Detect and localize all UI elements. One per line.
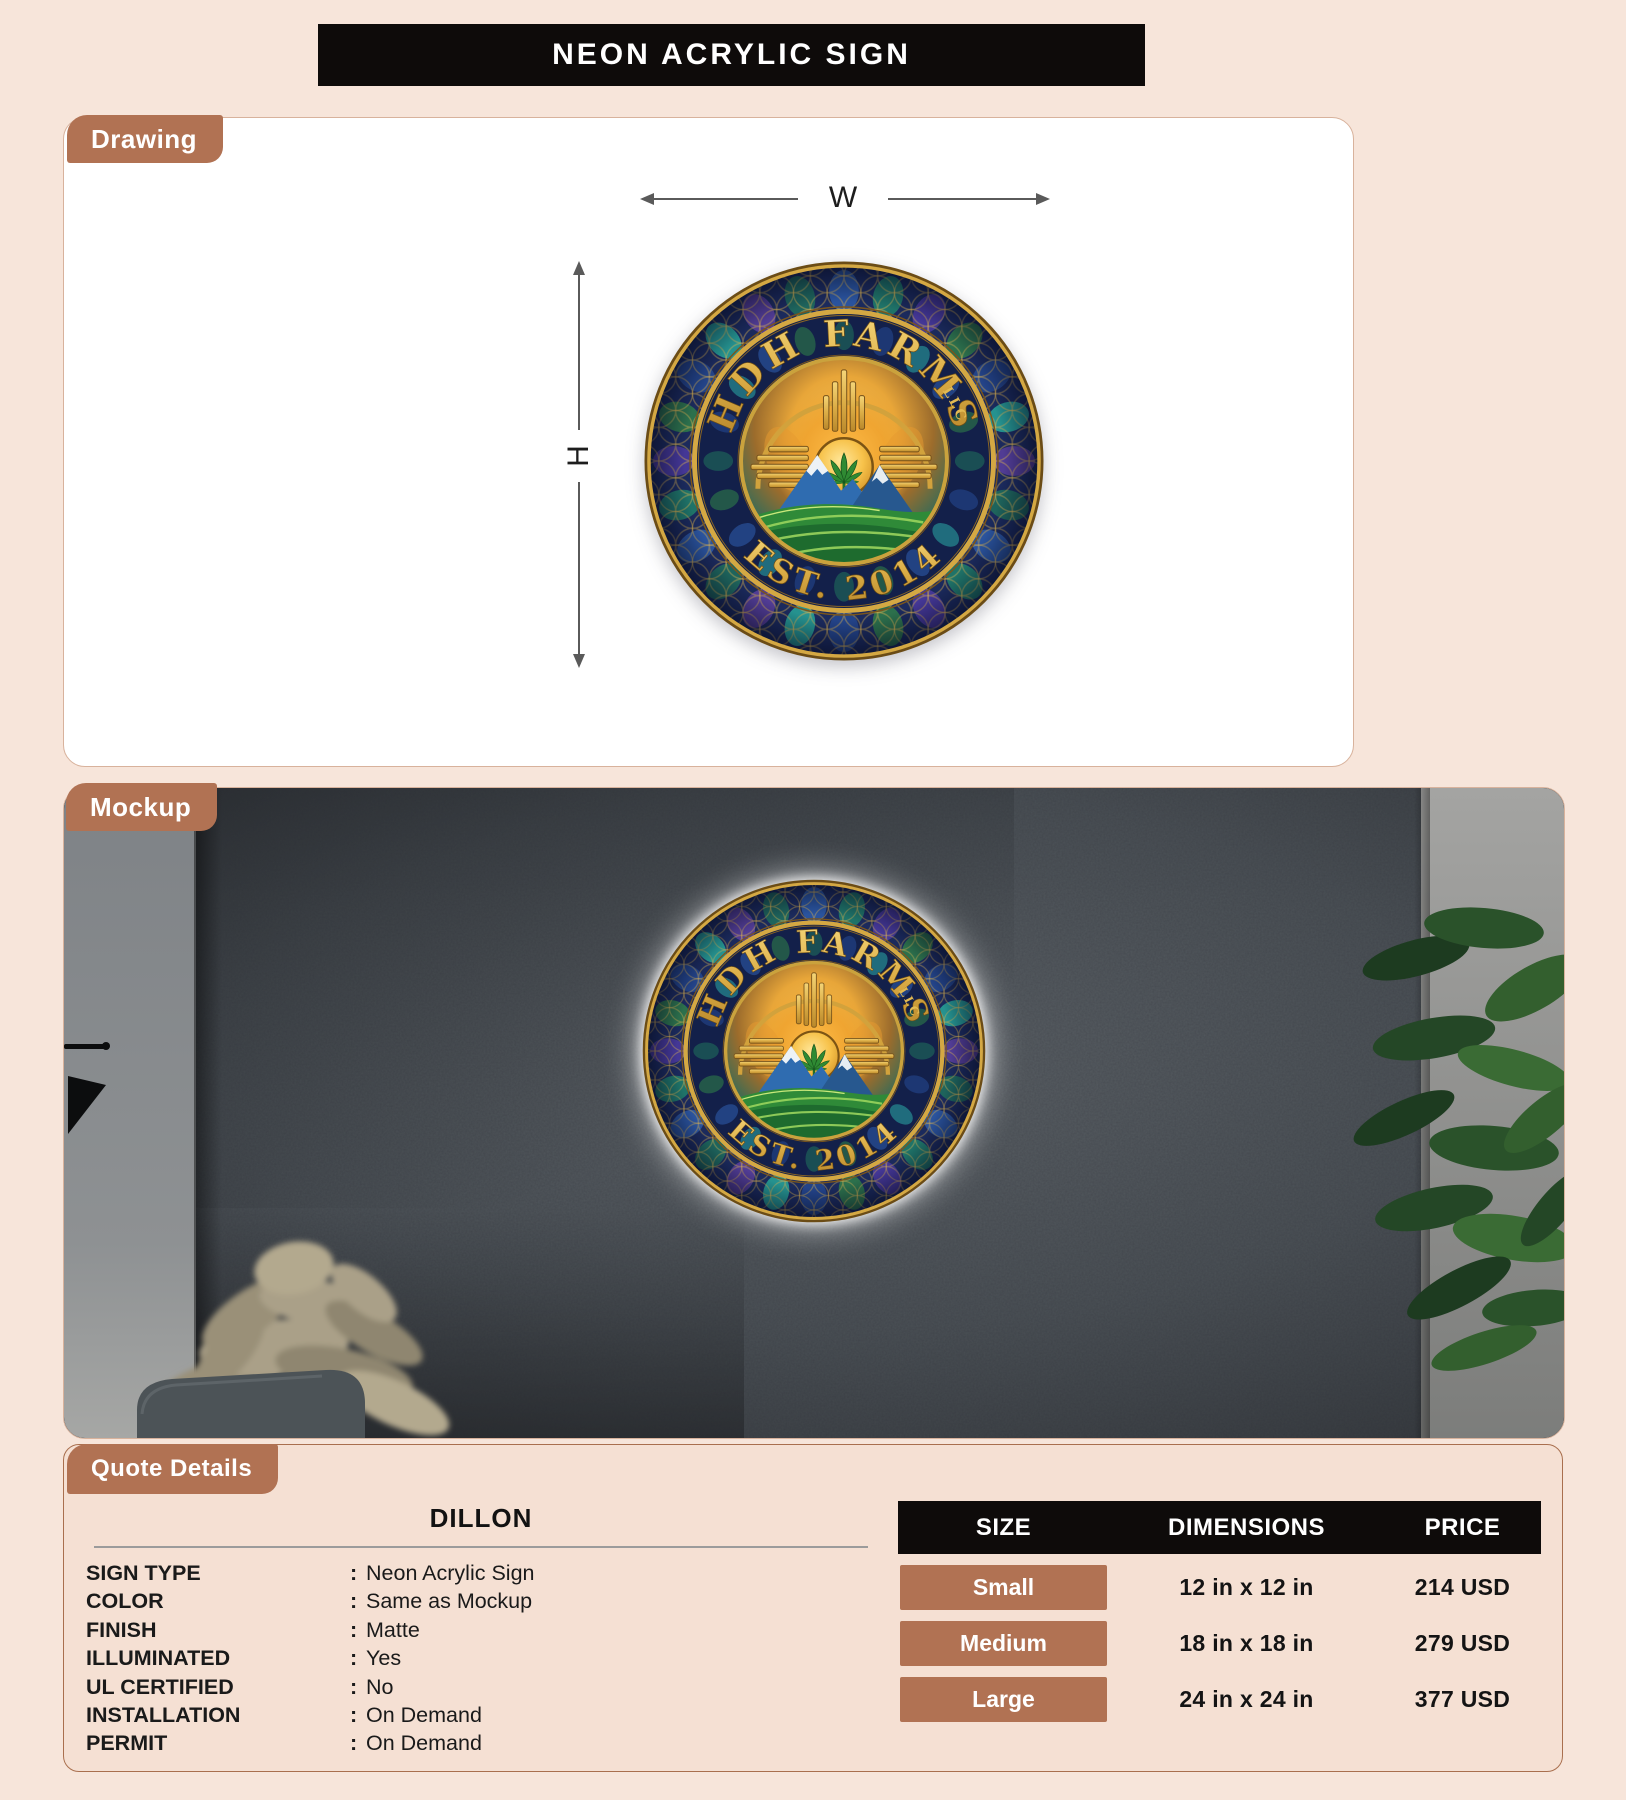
detail-separator: : xyxy=(350,1561,358,1585)
size-button-large[interactable]: Large xyxy=(900,1677,1107,1722)
detail-label: SIGN TYPE xyxy=(86,1561,201,1585)
detail-value: On Demand xyxy=(366,1731,482,1756)
tab-mockup: Mockup xyxy=(66,783,217,831)
detail-row xyxy=(86,1673,866,1701)
detail-row xyxy=(86,1587,866,1615)
width-label: W xyxy=(828,181,858,214)
detail-label: INSTALLATION xyxy=(86,1703,241,1728)
column-header-size: SIZE xyxy=(975,1513,1032,1541)
detail-value: Matte xyxy=(366,1617,420,1642)
width-dimension-line xyxy=(888,198,1038,200)
price-cell: 279 USD xyxy=(1414,1630,1511,1656)
arrowhead-down-icon xyxy=(573,654,585,668)
detail-label: PERMIT xyxy=(86,1731,168,1756)
tab-drawing: Drawing xyxy=(67,115,223,163)
detail-row xyxy=(86,1701,866,1729)
mockup-panel xyxy=(63,787,1565,1439)
table-row xyxy=(898,1565,1541,1610)
table-row xyxy=(898,1677,1541,1722)
detail-label: ILLUMINATED xyxy=(86,1646,231,1671)
mockup-scene xyxy=(64,788,1564,1438)
detail-value: Same as Mockup xyxy=(366,1589,533,1614)
detail-value: Yes xyxy=(366,1646,402,1671)
arrowhead-left-icon xyxy=(640,193,654,205)
customer-name: DILLON xyxy=(429,1503,533,1533)
price-cell: 377 USD xyxy=(1414,1686,1511,1712)
quote-detail-list xyxy=(86,1559,866,1758)
detail-separator: : xyxy=(350,1703,358,1728)
tab-quote-details: Quote Details xyxy=(67,1444,278,1494)
detail-value: Neon Acrylic Sign xyxy=(366,1561,535,1585)
detail-value: No xyxy=(366,1674,394,1699)
quote-details-panel xyxy=(63,1444,1563,1772)
detail-separator: : xyxy=(350,1731,358,1756)
height-dimension-line xyxy=(578,482,580,654)
detail-separator: : xyxy=(350,1617,358,1642)
detail-label: COLOR xyxy=(86,1589,164,1614)
detail-separator: : xyxy=(350,1674,358,1699)
page-header xyxy=(318,24,1145,86)
column-header-dimensions: DIMENSIONS xyxy=(1167,1513,1325,1541)
pricing-table-header xyxy=(898,1501,1541,1554)
arrowhead-right-icon xyxy=(1036,193,1050,205)
price-cell: 214 USD xyxy=(1414,1574,1511,1600)
sign-drawing xyxy=(644,261,1044,661)
table-row xyxy=(898,1621,1541,1666)
dimensions-cell: 12 in x 12 in xyxy=(1179,1574,1314,1600)
detail-separator: : xyxy=(350,1589,358,1614)
detail-row xyxy=(86,1729,866,1757)
detail-label: UL CERTIFIED xyxy=(86,1674,234,1699)
detail-separator: : xyxy=(350,1646,358,1671)
detail-row xyxy=(86,1559,866,1587)
divider xyxy=(94,1546,868,1548)
sign-mockup xyxy=(644,881,984,1221)
dimensions-cell: 24 in x 24 in xyxy=(1179,1686,1314,1712)
detail-label: FINISH xyxy=(86,1617,157,1642)
size-button-small[interactable]: Small xyxy=(900,1565,1107,1610)
detail-value: On Demand xyxy=(366,1703,482,1728)
detail-row xyxy=(86,1616,866,1644)
height-label: H xyxy=(562,445,595,467)
width-dimension-line xyxy=(646,198,798,200)
detail-row xyxy=(86,1644,866,1672)
arrowhead-up-icon xyxy=(573,261,585,275)
page-title: NEON ACRYLIC SIGN xyxy=(552,38,911,71)
size-button-medium[interactable]: Medium xyxy=(900,1621,1107,1666)
column-header-price: PRICE xyxy=(1424,1513,1501,1541)
dimensions-cell: 18 in x 18 in xyxy=(1179,1630,1314,1656)
height-dimension-line xyxy=(578,266,580,430)
pricing-table xyxy=(898,1501,1541,1722)
